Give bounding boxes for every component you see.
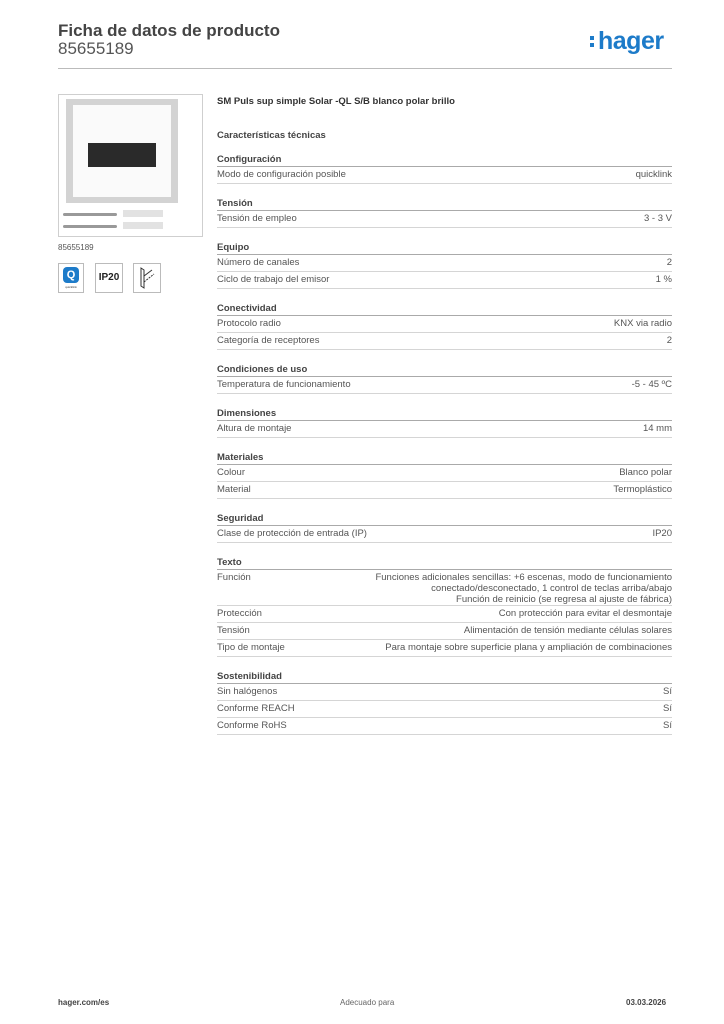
spec-label: Temperatura de funcionamiento	[217, 379, 351, 390]
spec-value: Funciones adicionales sencillas: +6 escenas, modo de funcionamiento conectado/desconectado, 1 control de teclas arriba/abajo Función de reinicio (se regresa al ajuste de fábrica)	[375, 572, 672, 605]
spec-value: Sí	[663, 720, 672, 731]
spec-row	[217, 377, 672, 394]
spec-label: Colour	[217, 467, 245, 478]
ip20-badge: IP20	[95, 263, 123, 293]
switch-plate	[73, 105, 171, 197]
hager-logo	[590, 27, 664, 55]
spec-label: Categoría de receptores	[217, 335, 320, 346]
spec-label: Número de canales	[217, 257, 300, 268]
spec-section	[217, 197, 672, 228]
section-title: Configuración	[217, 153, 672, 167]
spec-section	[217, 302, 672, 350]
spec-label: Clase de protección de entrada (IP)	[217, 528, 367, 539]
spec-label: Tipo de montaje	[217, 642, 285, 653]
spec-value: KNX via radio	[613, 318, 672, 329]
spec-row	[217, 272, 672, 289]
spec-value: Termoplástico	[613, 484, 672, 495]
logo-text: hager	[598, 27, 664, 55]
spec-value: 2	[666, 257, 672, 268]
product-name: SM Puls sup simple Solar -QL S/B blanco polar brillo	[217, 96, 455, 107]
quicklink-label: quicklink	[65, 285, 77, 289]
spec-value: Sí	[663, 686, 672, 697]
spec-value: IP20	[652, 528, 672, 539]
spec-table	[217, 153, 672, 748]
section-title: Tensión	[217, 197, 672, 211]
spec-label: Altura de montaje	[217, 423, 292, 434]
section-title: Sostenibilidad	[217, 670, 672, 684]
section-title: Equipo	[217, 241, 672, 255]
spec-label: Protección	[217, 608, 262, 619]
document-title: Ficha de datos de producto	[58, 21, 280, 40]
switch-frame	[66, 99, 178, 203]
spec-section	[217, 407, 672, 438]
section-title: Conectividad	[217, 302, 672, 316]
spec-value: Con protección para evitar el desmontaje	[498, 608, 672, 619]
footer-suitable-for: Adecuado para	[340, 998, 395, 1007]
spec-value: quicklink	[635, 169, 672, 180]
spec-section	[217, 153, 672, 184]
section-title: Condiciones de uso	[217, 363, 672, 377]
spec-label: Tensión	[217, 625, 250, 636]
spec-label: Conforme RoHS	[217, 720, 287, 731]
spec-section	[217, 451, 672, 499]
spec-row	[217, 316, 672, 333]
spec-label: Conforme REACH	[217, 703, 295, 714]
wall-plug-icon	[123, 222, 163, 229]
spec-row	[217, 623, 672, 640]
section-title: Texto	[217, 556, 672, 570]
spec-row	[217, 570, 672, 606]
spec-row	[217, 482, 672, 499]
spec-label: Ciclo de trabajo del emisor	[217, 274, 330, 285]
spec-row	[217, 167, 672, 184]
spec-section	[217, 670, 672, 735]
spec-value: Blanco polar	[619, 467, 672, 478]
spec-row	[217, 526, 672, 543]
spec-row	[217, 255, 672, 272]
wall-plug-icon	[123, 210, 163, 217]
solar-panel	[88, 143, 156, 167]
screw-icon	[63, 225, 117, 228]
spec-label: Tensión de empleo	[217, 213, 297, 224]
spec-row	[217, 211, 672, 228]
spec-row	[217, 465, 672, 482]
spec-section	[217, 556, 672, 657]
logo-dots-icon	[590, 36, 596, 50]
footer-date: 03.03.2026	[626, 998, 667, 1007]
spec-value: 14 mm	[642, 423, 672, 434]
spec-value: 3 - 3 V	[644, 213, 672, 224]
footer-website: hager.com/es	[58, 998, 110, 1007]
product-image	[58, 94, 203, 237]
spec-row	[217, 701, 672, 718]
spec-row	[217, 640, 672, 657]
spec-label: Función	[217, 572, 251, 583]
spec-row	[217, 718, 672, 735]
quicklink-badge	[58, 263, 84, 293]
spec-label: Sin halógenos	[217, 686, 278, 697]
quicklink-icon: Q	[63, 267, 79, 283]
spec-heading: Características técnicas	[217, 130, 326, 141]
spec-row	[217, 333, 672, 350]
spec-label: Material	[217, 484, 251, 495]
spec-row	[217, 421, 672, 438]
spec-section	[217, 363, 672, 394]
spec-value: Alimentación de tensión mediante células solares	[463, 625, 672, 636]
section-title: Materiales	[217, 451, 672, 465]
spec-section	[217, 241, 672, 289]
spec-label: Modo de configuración posible	[217, 169, 346, 180]
section-title: Dimensiones	[217, 407, 672, 421]
image-caption-code: 85655189	[58, 243, 94, 252]
spec-value: 2	[666, 335, 672, 346]
spec-section	[217, 512, 672, 543]
spec-value: Para montaje sobre superficie plana y ampliación de combinaciones	[385, 642, 672, 653]
surface-mount-icon	[133, 263, 161, 293]
spec-label: Protocolo radio	[217, 318, 281, 329]
product-code: 85655189	[58, 39, 134, 58]
section-title: Seguridad	[217, 512, 672, 526]
screw-icon	[63, 213, 117, 216]
spec-row	[217, 606, 672, 623]
header-divider	[58, 68, 672, 69]
spec-row	[217, 684, 672, 701]
spec-value: 1 %	[655, 274, 672, 285]
spec-value: -5 - 45 ºC	[631, 379, 672, 390]
spec-value: Sí	[663, 703, 672, 714]
